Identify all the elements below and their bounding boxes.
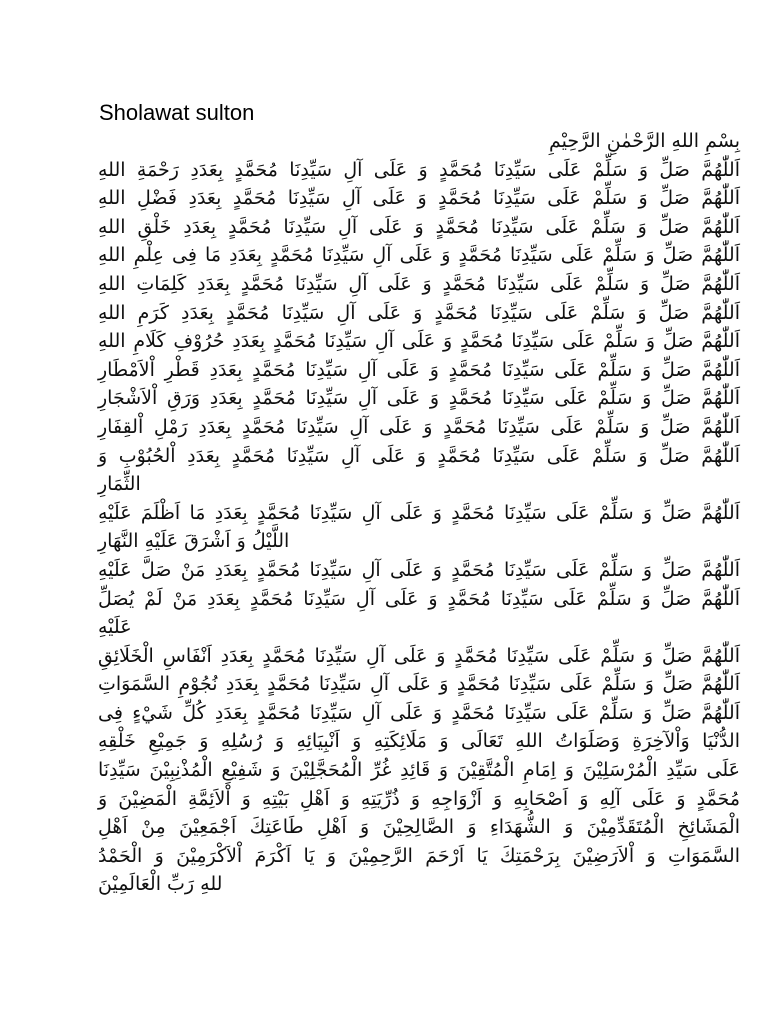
arabic-text-line: اَللّٰهُمَّ صَلِّ وَ سَلِّمْ عَلَى سَيِّدِنَا مُحَمَّدٍ وَ عَلَى آلِ سَيِّدِنَا مُحَمَّدٍ بِعَدَدِ مَنْ صَلَّ عَلَيْهِ bbox=[98, 558, 740, 581]
arabic-text-line: اَللّٰهُمَّ صَلِّ وَ سَلِّمْ عَلَى سَيِّدِنَا مُحَمَّدٍ وَ عَلَى آلِ سَيِّدِنَا مُحَمَّدٍ بِعَدَدِ كَلِمَاتِ اللهِ bbox=[98, 272, 740, 295]
arabic-text-line: الثِّمَارِ bbox=[98, 473, 141, 496]
arabic-text-line: اَللّٰهُمَّ صَلِّ وَ سَلِّمْ عَلَى سَيِّدِنَا مُحَمَّدٍ وَ عَلَى آلِ سَيِّدِنَا مُحَمَّدٍ بِعَدَدِ حُرُوْفِ كَلَامِ اللهِ bbox=[98, 330, 740, 353]
arabic-text-line: اَللّٰهُمَّ صَلِّ وَ سَلِّمْ عَلَى سَيِّدِنَا مُحَمَّدٍ وَ عَلَى آلِ سَيِّدِنَا مُحَمَّدٍ بِعَدَدِ مَا اَظْلَمَ عَلَيْهِ bbox=[98, 501, 740, 524]
arabic-text-line: الدُّنْيَا وَاْلآخِرَةِ وَصَلَوَاتُ اللهِ تَعَالَى وَ مَلَائِكَتِهِ وَ اَنْبِيَائِهِ وَ رُسُلِهِ وَ جَمِيْعِ خَلْقِهِ bbox=[98, 730, 740, 753]
arabic-text-line: عَلَيْهِ bbox=[98, 616, 132, 639]
arabic-text-line: اَللّٰهُمَّ صَلِّ وَ سَلِّمْ عَلَى سَيِّدِنَا مُحَمَّدٍ وَ عَلَى آلِ سَيِّدِنَا مُحَمَّدٍ بِعَدَدِ خَلْقِ اللهِ bbox=[98, 215, 740, 238]
arabic-text-line: اللَّيْلُ وَ اَشْرَقَ عَلَيْهِ النَّهَارِ bbox=[98, 530, 290, 553]
arabic-text-line: اَللّٰهُمَّ صَلِّ وَ سَلِّمْ عَلَى سَيِّدِنَا مُحَمَّدٍ وَ عَلَى آلِ سَيِّدِنَا مُحَمَّدٍ بِعَدَدِ رَمْلِ اْلقِفَارِ bbox=[98, 415, 740, 438]
arabic-text-line: اَللّٰهُمَّ صَلِّ وَ سَلِّمْ عَلَى سَيِّدِنَا مُحَمَّدٍ وَ عَلَى آلِ سَيِّدِنَا مُحَمَّدٍ بِعَدَدِ رَحْمَةِ اللهِ bbox=[98, 158, 740, 181]
arabic-text-line: اَللّٰهُمَّ صَلِّ وَ سَلِّمْ عَلَى سَيِّدِنَا مُحَمَّدٍ وَ عَلَى آلِ سَيِّدِنَا مُحَمَّدٍ بِعَدَدِ مَا فِى عِلْمِ اللهِ bbox=[98, 244, 740, 267]
arabic-text-line: السَّمَوَاتِ وَ اْلاَرَضِيْنَ بِرَحْمَتِكَ يَا اَرْحَمَ الرَّحِمِيْنَ وَ يَا اَكْرَمَ اْلاَكْرَمِيْنَ وَ الْحَمْدُ bbox=[98, 844, 740, 867]
arabic-text-line: اَللّٰهُمَّ صَلِّ وَ سَلِّمْ عَلَى سَيِّدِنَا مُحَمَّدٍ وَ عَلَى آلِ سَيِّدِنَا مُحَمَّدٍ بِعَدَدِ اَنْفَاسِ الْخَلَائِقِ bbox=[98, 644, 740, 667]
arabic-text-line: عَلَى سَيِّدِ الْمُرْسَلِيْنَ وَ اِمَامِ الْمُتَّقِيْنَ وَ قَائِدِ غُرِّ الْمُحَجَّلِيْنَ وَ شَفِيْعِ الْمُذْنِبِيْنَ سَيِّدِنَا bbox=[98, 759, 740, 782]
arabic-text-line: اَللّٰهُمَّ صَلِّ وَ سَلِّمْ عَلَى سَيِّدِنَا مُحَمَّدٍ وَ عَلَى آلِ سَيِّدِنَا مُحَمَّدٍ بِعَدَدِ نُجُوْمِ السَّمَوَاتِ bbox=[98, 673, 740, 696]
arabic-text-line: الْمَشَائِخِ الْمُتَقَدِّمِيْنَ وَ الشُّهَدَاءِ وَ الصَّالِحِيْنَ وَ اَهْلِ طَاعَتِكَ اَجْمَعِيْنَ مِنْ اَهْلِ bbox=[98, 816, 740, 839]
prayer-text-block bbox=[98, 127, 740, 899]
arabic-text-line: اَللّٰهُمَّ صَلِّ وَ سَلِّمْ عَلَى سَيِّدِنَا مُحَمَّدٍ وَ عَلَى آلِ سَيِّدِنَا مُحَمَّدٍ بِعَدَدِ فَضْلِ اللهِ bbox=[98, 187, 740, 210]
arabic-text-line: اَللّٰهُمَّ صَلِّ وَ سَلِّمْ عَلَى سَيِّدِنَا مُحَمَّدٍ وَ عَلَى آلِ سَيِّدِنَا مُحَمَّدٍ بِعَدَدِ قَطْرِ اْلاَمْطَارِ bbox=[98, 358, 740, 381]
arabic-text-line: اَللّٰهُمَّ صَلِّ وَ سَلِّمْ عَلَى سَيِّدِنَا مُحَمَّدٍ وَ عَلَى آلِ سَيِّدِنَا مُحَمَّدٍ بِعَدَدِ مَنْ لَمْ يُصَلِّ bbox=[98, 587, 740, 610]
arabic-text-line: اَللّٰهُمَّ صَلِّ وَ سَلِّمْ عَلَى سَيِّدِنَا مُحَمَّدٍ وَ عَلَى آلِ سَيِّدِنَا مُحَمَّدٍ بِعَدَدِ كُلِّ شَيْءٍ فِى bbox=[98, 701, 740, 724]
arabic-text-line: اَللّٰهُمَّ صَلِّ وَ سَلِّمْ عَلَى سَيِّدِنَا مُحَمَّدٍ وَ عَلَى آلِ سَيِّدِنَا مُحَمَّدٍ بِعَدَدِ اْلحُبُوْبِ وَ bbox=[98, 444, 740, 467]
arabic-text-line: للهِ رَبِّ الْعَالَمِيْنَ bbox=[98, 873, 223, 896]
arabic-text-line: بِسْمِ اللهِ الرَّحْمٰنِ الرَّحِيْمِ bbox=[549, 130, 740, 152]
arabic-text-line: مُحَمَّدٍ وَ عَلَى آلِهِ وَ اَصْحَابِهِ وَ اَزْوَاجِهِ وَ ذُرِّيَتِهِ وَ اَهْلِ بَيْتِهِ وَ اْلاَئِمَّةِ الْمَضِيْنَ وَ bbox=[98, 787, 740, 810]
arabic-text-line: اَللّٰهُمَّ صَلِّ وَ سَلِّمْ عَلَى سَيِّدِنَا مُحَمَّدٍ وَ عَلَى آلِ سَيِّدِنَا مُحَمَّدٍ بِعَدَدِ وَرَقِ اْلاَشْجَارِ bbox=[98, 387, 740, 410]
page-title: Sholawat sulton bbox=[99, 100, 255, 125]
arabic-text-line: اَللّٰهُمَّ صَلِّ وَ سَلِّمْ عَلَى سَيِّدِنَا مُحَمَّدٍ وَ عَلَى آلِ سَيِّدِنَا مُحَمَّدٍ بِعَدَدِ كَرَمِ اللهِ bbox=[98, 301, 740, 324]
